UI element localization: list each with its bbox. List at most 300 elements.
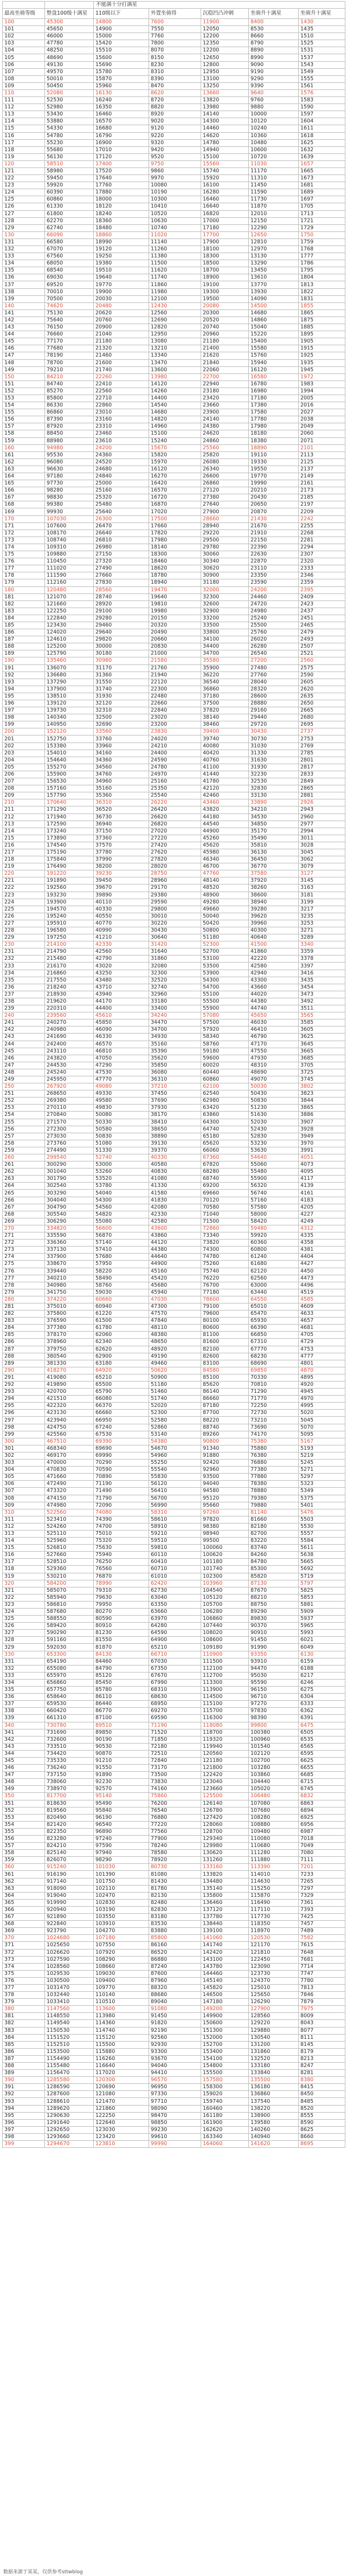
table-row (3, 1999, 345, 2006)
value-cell: 53100 (201, 955, 249, 963)
table-row (3, 1183, 345, 1190)
value-cell: 28040 (249, 679, 299, 686)
value-cell: 16900 (94, 139, 149, 146)
table-row (3, 1303, 345, 1310)
value-cell: 21940 (149, 672, 201, 679)
level-cell: 297 (3, 1417, 45, 1424)
value-cell: 58510 (45, 160, 94, 167)
value-cell: 732600 (45, 1736, 94, 1743)
value-cell: 5937 (299, 1616, 345, 1623)
value-cell: 52300 (201, 941, 249, 948)
value-cell: 15960 (94, 82, 149, 89)
value-cell: 12200 (201, 47, 249, 54)
value-cell: 138220 (249, 2105, 299, 2112)
value-cell: 29380 (149, 892, 201, 899)
value-cell: 36730 (94, 814, 149, 821)
value-cell: 68050 (45, 260, 94, 267)
value-cell: 14680 (149, 409, 201, 416)
level-cell: 143 (3, 324, 45, 331)
value-cell: 18480 (94, 224, 149, 231)
value-cell: 29460 (94, 622, 149, 629)
value-cell: 22840 (149, 707, 201, 714)
value-cell: 34530 (249, 814, 299, 821)
value-cell: 1618 (299, 132, 345, 139)
value-cell: 196580 (45, 927, 94, 934)
value-cell: 55250 (149, 1460, 201, 1467)
value-cell: 80730 (149, 1864, 201, 1871)
table-row (3, 1133, 345, 1140)
value-cell: 80600 (201, 1325, 249, 1332)
level-cell: 276 (3, 1268, 45, 1275)
value-cell: 50080 (94, 1112, 149, 1119)
table-row (3, 1119, 345, 1126)
value-cell: 12200 (201, 33, 249, 40)
value-cell: 59510 (149, 1538, 201, 1545)
value-cell: 218240 (45, 984, 94, 991)
value-cell: 77180 (201, 1289, 249, 1296)
value-cell: 2209 (299, 508, 345, 515)
value-cell: 143780 (201, 1963, 249, 1970)
value-cell: 17980 (149, 537, 201, 544)
value-cell: 110140 (94, 1992, 149, 1999)
value-cell: 115880 (94, 2048, 149, 2055)
value-cell: 65790 (94, 1389, 149, 1396)
value-cell: 3454 (299, 984, 345, 991)
table-row (3, 622, 345, 629)
value-cell: 1154490 (45, 2055, 94, 2062)
value-cell: 2560 (299, 657, 345, 664)
value-cell: 18860 (94, 231, 149, 238)
value-cell: 11380 (149, 253, 201, 260)
value-cell: 5503 (299, 1516, 345, 1523)
level-cell: 247 (3, 1062, 45, 1069)
value-cell: 84260 (249, 1552, 299, 1559)
table-row (3, 1892, 345, 1899)
value-cell: 117020 (94, 2070, 149, 2077)
value-cell: 67670 (149, 1672, 201, 1679)
value-cell: 75380 (249, 1438, 299, 1445)
value-cell: 53500 (201, 963, 249, 970)
table-row (3, 1168, 345, 1176)
value-cell: 526810 (45, 1545, 94, 1552)
value-cell: 3511 (299, 1005, 345, 1012)
value-cell: 29160 (249, 707, 299, 714)
value-cell: 89290 (249, 1609, 299, 1616)
value-cell: 5193 (299, 1445, 345, 1452)
table-row (3, 1878, 345, 1885)
level-cell: 107 (3, 68, 45, 75)
value-cell: 731690 (45, 1729, 94, 1736)
value-cell: 192560 (45, 885, 94, 892)
value-cell: 141620 (249, 2141, 299, 2148)
value-cell: 107550 (94, 1942, 149, 1949)
level-cell: 299 (3, 1431, 45, 1438)
level-cell: 144 (3, 331, 45, 338)
value-cell: 3725 (299, 1069, 345, 1076)
value-cell: 30640 (149, 934, 201, 941)
value-cell: 2255 (299, 522, 345, 530)
value-cell: 96150 (249, 1687, 299, 1694)
value-cell: 45160 (149, 1268, 201, 1275)
table-row (3, 1864, 345, 1871)
value-cell: 5881 (299, 1601, 345, 1608)
table-row (3, 1005, 345, 1012)
value-cell: 52020 (149, 1403, 201, 1410)
value-cell: 7111 (299, 1857, 345, 1864)
table-row (3, 246, 345, 253)
value-cell: 129880 (249, 2027, 299, 2034)
table-row (3, 1800, 345, 1807)
value-cell: 74620 (45, 302, 94, 309)
value-cell: 471660 (45, 1474, 94, 1481)
value-cell: 129220 (249, 2020, 299, 2027)
value-cell: 65210 (94, 1374, 149, 1381)
level-cell: 266 (3, 1197, 45, 1204)
value-cell: 27660 (94, 572, 149, 579)
value-cell: 1697 (299, 196, 345, 203)
value-cell: 8380 (299, 2077, 345, 2084)
table-row (3, 1850, 345, 1857)
value-cell: 69660 (201, 1190, 249, 1197)
value-cell: 59920 (249, 1232, 299, 1239)
value-cell: 3416 (299, 970, 345, 977)
value-cell: 121800 (201, 1765, 249, 1772)
value-cell: 268650 (45, 1090, 94, 1097)
value-cell: 9020 (149, 118, 201, 125)
value-cell: 10740 (149, 224, 201, 231)
value-cell: 21600 (94, 359, 149, 366)
value-cell: 9750 (149, 160, 201, 167)
value-cell: 5638 (299, 1552, 345, 1559)
value-cell: 72180 (149, 1743, 201, 1750)
table-row (3, 2070, 345, 2077)
value-cell: 42330 (149, 1211, 201, 1218)
value-cell: 12050 (201, 26, 249, 33)
value-cell: 72090 (94, 1502, 149, 1509)
value-cell: 46340 (201, 856, 249, 863)
table-row (3, 146, 345, 153)
level-cell: 393 (3, 2098, 45, 2105)
value-cell: 1681 (299, 182, 345, 189)
value-cell: 18100 (201, 246, 249, 253)
value-cell: 18990 (94, 238, 149, 246)
value-cell: 56320 (249, 1183, 299, 1190)
value-cell: 340980 (45, 1282, 94, 1289)
value-cell: 124020 (45, 629, 94, 636)
table-row (3, 984, 345, 991)
value-cell: 2016 (299, 402, 345, 409)
table-row (3, 444, 345, 451)
value-cell: 70010 (45, 288, 94, 295)
level-cell: 325 (3, 1616, 45, 1623)
value-cell: 70810 (249, 1381, 299, 1389)
value-cell: 140260 (249, 2126, 299, 2133)
value-cell: 45680 (149, 1282, 201, 1289)
value-cell: 128700 (201, 1828, 249, 1835)
value-cell: 82600 (201, 1353, 249, 1360)
value-cell: 78190 (45, 352, 94, 359)
value-cell: 589420 (45, 1623, 94, 1630)
table-row (3, 402, 345, 409)
level-cell: 317 (3, 1559, 45, 1566)
table-row (3, 295, 345, 302)
level-cell: 129 (3, 224, 45, 231)
value-cell: 1972 (299, 373, 345, 380)
value-cell: 13100 (201, 75, 249, 82)
value-cell: 14820 (149, 416, 201, 423)
value-cell: 18140 (149, 544, 201, 551)
level-cell: 344 (3, 1750, 45, 1757)
value-cell: 73820 (201, 1239, 249, 1247)
value-cell: 24460 (249, 593, 299, 601)
value-cell: 68740 (201, 1176, 249, 1183)
value-cell: 60360 (249, 1239, 299, 1247)
table-row (3, 515, 345, 522)
value-cell: 61780 (94, 1325, 149, 1332)
level-cell: 122 (3, 175, 45, 182)
value-cell: 1028560 (45, 1963, 94, 1970)
value-cell: 36310 (149, 1076, 201, 1083)
value-cell: 66080 (94, 1396, 149, 1403)
level-cell: 351 (3, 1800, 45, 1807)
value-cell: 34360 (94, 757, 149, 764)
value-cell: 2197 (299, 501, 345, 508)
value-cell: 95490 (94, 1800, 149, 1807)
value-cell: 195240 (45, 913, 94, 920)
level-cell: 164 (3, 473, 45, 480)
value-cell: 40770 (94, 920, 149, 927)
level-cell: 150 (3, 373, 45, 380)
table-row (3, 615, 345, 622)
value-cell: 12290 (249, 224, 299, 231)
value-cell: 14120 (149, 380, 201, 388)
value-cell: 116300 (201, 1715, 249, 1722)
table-row (3, 33, 345, 40)
value-cell: 11030 (249, 160, 299, 167)
value-cell: 71040 (201, 1211, 249, 1218)
value-cell: 53780 (94, 1183, 149, 1190)
value-cell: 91450 (149, 2013, 201, 2020)
value-cell: 1885 (299, 324, 345, 331)
level-cell: 329 (3, 1644, 45, 1651)
level-cell: 223 (3, 892, 45, 899)
table-row (3, 1239, 345, 1247)
value-cell: 89260 (201, 1431, 249, 1438)
value-cell: 527660 (45, 1552, 94, 1559)
value-cell: 97330 (149, 2091, 201, 2098)
level-cell: 102 (3, 33, 45, 40)
value-cell: 25000 (94, 480, 149, 487)
value-cell: 13450 (249, 267, 299, 274)
value-cell: 72510 (149, 1750, 201, 1757)
table-row (3, 139, 345, 146)
value-cell: 64590 (149, 1630, 201, 1637)
level-cell: 191 (3, 664, 45, 672)
value-cell: 303290 (45, 1190, 94, 1197)
value-cell: 12820 (149, 324, 201, 331)
value-cell: 143100 (201, 1956, 249, 1963)
value-cell: 35170 (249, 828, 299, 835)
level-cell: 294 (3, 1396, 45, 1403)
value-cell: 49190 (149, 1353, 201, 1360)
value-cell: 52300 (149, 1410, 201, 1417)
value-cell: 50030 (249, 1083, 299, 1090)
value-cell: 73830 (149, 1779, 201, 1786)
value-cell: 24680 (94, 466, 149, 473)
table-row (3, 1928, 345, 1935)
value-cell: 13210 (149, 345, 201, 352)
level-cell: 200 (3, 728, 45, 735)
value-cell: 8590 (299, 2119, 345, 2126)
value-cell: 114010 (249, 1871, 299, 1878)
value-cell: 44180 (201, 814, 249, 821)
value-cell: 133180 (249, 2063, 299, 2070)
value-cell: 12950 (149, 331, 201, 338)
value-cell: 338670 (45, 1261, 94, 1268)
table-row (3, 814, 345, 821)
value-cell: 12650 (201, 54, 249, 61)
value-cell: 83180 (149, 1914, 201, 1921)
value-cell: 98850 (149, 2119, 201, 2126)
value-cell: 12150 (249, 217, 299, 224)
value-cell: 7760 (149, 33, 201, 40)
table-row (3, 1275, 345, 1282)
value-cell: 2137 (299, 466, 345, 473)
level-cell: 332 (3, 1665, 45, 1672)
table-row (3, 1885, 345, 1892)
value-cell: 19510 (94, 267, 149, 274)
level-cell: 193 (3, 679, 45, 686)
table-row (3, 1743, 345, 1750)
value-cell: 35850 (149, 1062, 201, 1069)
value-cell: 19250 (94, 253, 149, 260)
value-cell: 15920 (201, 175, 249, 182)
value-cell: 162620 (201, 2126, 249, 2133)
value-cell: 92930 (149, 2041, 201, 2048)
value-cell: 99500 (201, 1538, 249, 1545)
value-cell: 23350 (249, 572, 299, 579)
value-cell: 38170 (149, 1112, 201, 1119)
value-cell: 69590 (149, 1715, 201, 1722)
value-cell: 107600 (45, 522, 94, 530)
value-cell: 96190 (94, 1814, 149, 1821)
table-row (3, 629, 345, 636)
value-cell: 2833 (299, 771, 345, 778)
value-cell: 420700 (45, 1389, 94, 1396)
value-cell: 35160 (94, 785, 149, 792)
value-cell: 26810 (94, 537, 149, 544)
value-cell: 99930 (45, 508, 94, 515)
value-cell: 16570 (149, 487, 201, 494)
table-row (3, 1325, 345, 1332)
value-cell: 131200 (249, 2041, 299, 2048)
table-row (3, 2091, 345, 2098)
level-cell: 278 (3, 1282, 45, 1289)
level-cell: 257 (3, 1133, 45, 1140)
value-cell: 3865 (299, 1105, 345, 1112)
value-cell: 8555 (299, 2112, 345, 2119)
value-cell: 1525 (299, 40, 345, 47)
value-cell: 89040 (149, 1999, 201, 2006)
level-cell: 111 (3, 97, 45, 104)
value-cell: 97270 (249, 1701, 299, 1708)
table-row (3, 1793, 345, 1800)
value-cell: 6894 (299, 1807, 345, 1814)
level-cell: 377 (3, 1984, 45, 1991)
value-cell: 1657 (299, 160, 345, 167)
value-cell: 97180 (45, 473, 94, 480)
value-cell: 7714 (299, 1963, 345, 1970)
value-cell: 120560 (201, 1750, 249, 1757)
value-cell: 30980 (94, 657, 149, 664)
level-cell: 158 (3, 430, 45, 437)
value-cell: 82700 (249, 1530, 299, 1537)
value-cell: 118350 (249, 1921, 299, 1928)
value-cell: 5825 (299, 1587, 345, 1594)
value-cell: 31330 (249, 750, 299, 757)
value-cell: 83530 (149, 1921, 201, 1928)
value-cell: 58760 (94, 1282, 149, 1289)
value-cell: 111590 (45, 572, 94, 579)
table-row (3, 1332, 345, 1339)
value-cell: 15760 (249, 352, 299, 359)
table-row (3, 1665, 345, 1672)
value-cell: 425560 (45, 1431, 94, 1438)
level-cell: 282 (3, 1310, 45, 1318)
level-cell: 161 (3, 451, 45, 459)
value-cell: 7879 (299, 1999, 345, 2006)
value-cell: 18180 (249, 430, 299, 437)
level-cell: 175 (3, 551, 45, 558)
value-cell: 5297 (299, 1474, 345, 1481)
value-cell: 35490 (249, 835, 299, 842)
value-cell: 98830 (45, 494, 94, 501)
table-row (3, 338, 345, 345)
value-cell: 44380 (149, 1247, 201, 1254)
level-cell: 301 (3, 1445, 45, 1452)
value-cell: 85450 (94, 1679, 149, 1686)
value-cell: 90370 (249, 1623, 299, 1630)
value-cell: 530210 (45, 1573, 94, 1580)
value-cell: 22410 (94, 380, 149, 388)
table-row (3, 686, 345, 693)
value-cell: 23900 (201, 409, 249, 416)
value-cell: 171290 (45, 806, 94, 814)
value-cell: 81550 (94, 1637, 149, 1644)
value-cell: 119320 (201, 1736, 249, 1743)
value-cell: 6217 (299, 1672, 345, 1679)
value-cell: 142420 (201, 1949, 249, 1956)
value-cell: 107080 (249, 1800, 299, 1807)
value-cell: 1031470 (45, 1984, 94, 1991)
value-cell: 102110 (94, 1885, 149, 1892)
level-cell: 212 (3, 814, 45, 821)
level-cell: 133 (3, 253, 45, 260)
value-cell: 7813 (299, 1984, 345, 1991)
value-cell: 15040 (249, 324, 299, 331)
value-cell: 3181 (299, 892, 345, 899)
level-cell: 323 (3, 1601, 45, 1608)
value-cell: 49570 (45, 68, 94, 75)
level-cell: 360 (3, 1864, 45, 1871)
value-cell: 822350 (45, 1828, 94, 1835)
table-row (3, 1069, 345, 1076)
value-cell: 84130 (94, 1651, 149, 1658)
level-cell: 233 (3, 963, 45, 970)
value-cell: 58760 (201, 1041, 249, 1048)
value-cell: 47760 (201, 870, 249, 877)
table-row (3, 1062, 345, 1069)
